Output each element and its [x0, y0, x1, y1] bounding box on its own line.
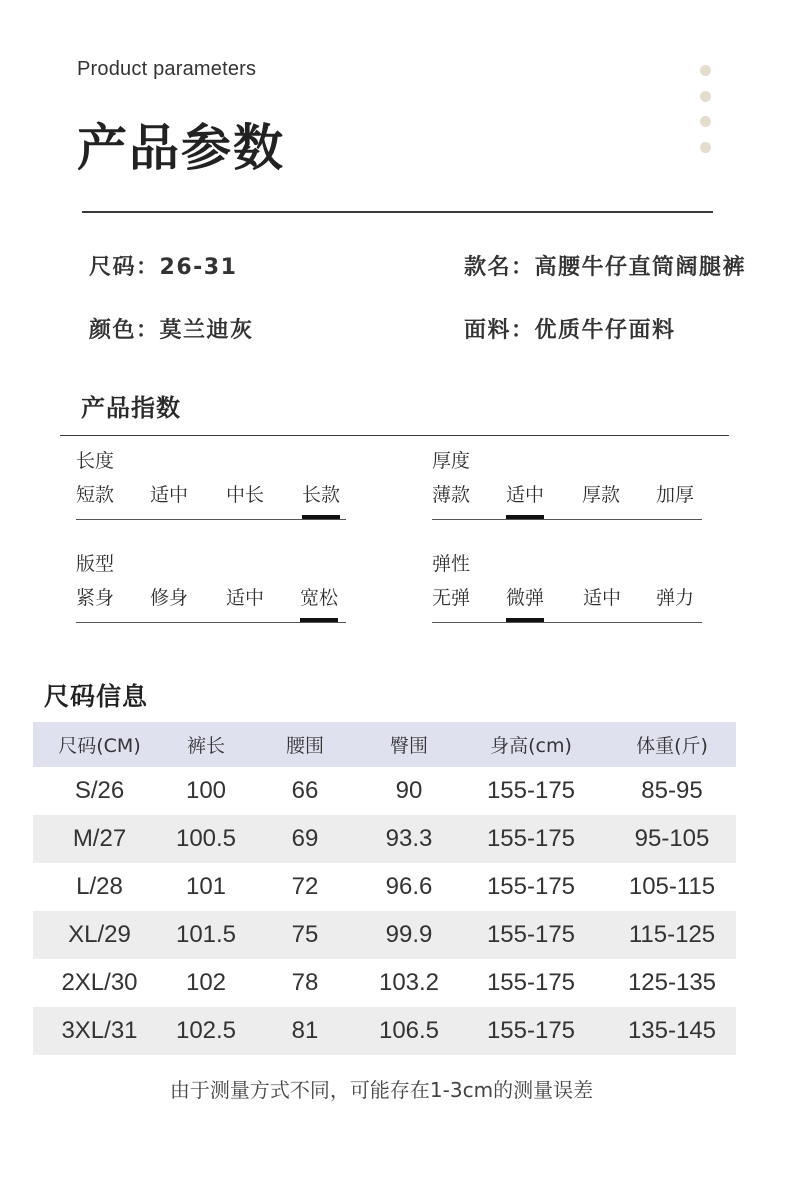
table-cell: 78	[291, 969, 319, 996]
table-cell: 155-175	[454, 911, 608, 959]
column-header: 裤长	[166, 722, 246, 767]
scale-name: 弹性	[432, 553, 471, 575]
scale-option-selected: 适中	[506, 478, 544, 512]
param-label: 尺码：	[89, 255, 160, 280]
table-cell: 135-145	[608, 1007, 736, 1055]
section-title-index: 产品指数	[81, 394, 181, 422]
table-cell: S/26	[74, 777, 125, 804]
table-cell: M/27	[33, 815, 166, 863]
table-cell: 155-175	[486, 969, 576, 996]
table-cell: 81	[246, 1007, 364, 1055]
table-cell: 69	[246, 815, 364, 863]
table-cell: 101	[185, 873, 227, 900]
decor-dot-icon	[700, 116, 711, 127]
table-cell: 155-175	[486, 777, 576, 804]
table-cell: 155-175	[486, 873, 576, 900]
table-cell: 93.3	[364, 815, 454, 863]
table-cell: 96.6	[385, 873, 433, 900]
table-cell: 103.2	[378, 969, 440, 996]
table-cell: 75	[246, 911, 364, 959]
scale-option: 弹力	[656, 587, 695, 609]
scale-option: 紧身	[76, 587, 115, 609]
param-value: 优质牛仔面料	[534, 318, 676, 343]
table-cell: XL/29	[33, 911, 166, 959]
scale-options	[76, 478, 346, 520]
table-cell: 85-95	[641, 777, 703, 804]
column-header: 尺码(CM)	[33, 722, 166, 767]
table-cell: 66	[291, 777, 319, 804]
scale-option: 中长	[226, 484, 265, 506]
table-cell: 90	[395, 777, 423, 804]
table-cell: 155-175	[454, 1007, 608, 1055]
section-title-size-info: 尺码信息	[44, 682, 149, 711]
param-label: 面料：	[464, 318, 535, 343]
param-label: 款名：	[464, 255, 535, 280]
scale-option: 无弹	[432, 587, 471, 609]
table-cell: 102	[185, 969, 227, 996]
decor-dot-icon	[700, 142, 711, 153]
scale-option: 适中	[150, 484, 189, 506]
column-header: 臀围	[364, 722, 454, 767]
scale-name: 长度	[76, 450, 115, 472]
table-cell: 99.9	[364, 911, 454, 959]
param-style-name	[464, 250, 746, 281]
divider	[60, 435, 729, 436]
table-cell: 101.5	[166, 911, 246, 959]
table-cell: 106.5	[364, 1007, 454, 1055]
scale-option-selected: 宽松	[300, 581, 338, 615]
scale-thickness	[432, 448, 702, 520]
param-value: 26-31	[159, 255, 238, 280]
param-color	[89, 313, 254, 344]
param-size	[89, 250, 237, 281]
table-row	[33, 815, 736, 863]
table-cell: 100.5	[166, 815, 246, 863]
table-row	[33, 863, 736, 911]
table-cell: 72	[291, 873, 319, 900]
param-value: 高腰牛仔直筒阔腿裤	[534, 255, 747, 280]
table-cell: 100	[185, 777, 227, 804]
param-label: 颜色：	[89, 318, 160, 343]
scale-option: 适中	[226, 587, 265, 609]
table-header-row	[33, 722, 736, 767]
scale-options	[432, 581, 702, 623]
scale-option: 加厚	[656, 484, 695, 506]
scale-option: 适中	[583, 587, 622, 609]
scale-name: 版型	[76, 553, 115, 575]
size-table	[33, 722, 736, 1055]
column-header: 身高(cm)	[454, 722, 608, 767]
table-cell: 3XL/31	[33, 1007, 166, 1055]
table-cell: 95-105	[608, 815, 736, 863]
scale-option: 修身	[150, 587, 189, 609]
table-row	[33, 959, 736, 1007]
scale-elasticity	[432, 551, 702, 623]
measurement-note: 由于测量方式不同，可能存在1-3cm的测量误差	[169, 1078, 594, 1102]
scale-option-selected: 长款	[302, 478, 340, 512]
divider	[82, 211, 713, 213]
scale-option: 薄款	[432, 484, 471, 506]
decor-dots	[700, 65, 712, 167]
table-row	[33, 911, 736, 959]
table-cell: 2XL/30	[61, 969, 138, 996]
scale-options	[432, 478, 702, 520]
scale-name: 厚度	[432, 450, 471, 472]
table-cell: 115-125	[608, 911, 736, 959]
param-value: 莫兰迪灰	[159, 318, 254, 343]
scale-option: 短款	[76, 484, 115, 506]
table-cell: L/28	[76, 873, 123, 900]
param-fabric	[464, 313, 676, 344]
scale-option-selected: 微弹	[506, 581, 544, 615]
scale-option: 厚款	[582, 484, 621, 506]
decor-dot-icon	[700, 91, 711, 102]
subtitle-en: Product parameters	[77, 58, 257, 80]
scale-fit	[76, 551, 346, 623]
column-header: 腰围	[246, 722, 364, 767]
page-title: 产品参数	[77, 119, 285, 177]
table-cell: 125-135	[627, 969, 717, 996]
table-row	[33, 1007, 736, 1055]
scale-length	[76, 448, 346, 520]
table-cell: 105-115	[628, 873, 716, 900]
table-cell: 155-175	[454, 815, 608, 863]
scale-options	[76, 581, 346, 623]
table-row	[33, 767, 736, 815]
column-header: 体重(斤)	[608, 722, 736, 767]
table-cell: 102.5	[166, 1007, 246, 1055]
decor-dot-icon	[700, 65, 711, 76]
